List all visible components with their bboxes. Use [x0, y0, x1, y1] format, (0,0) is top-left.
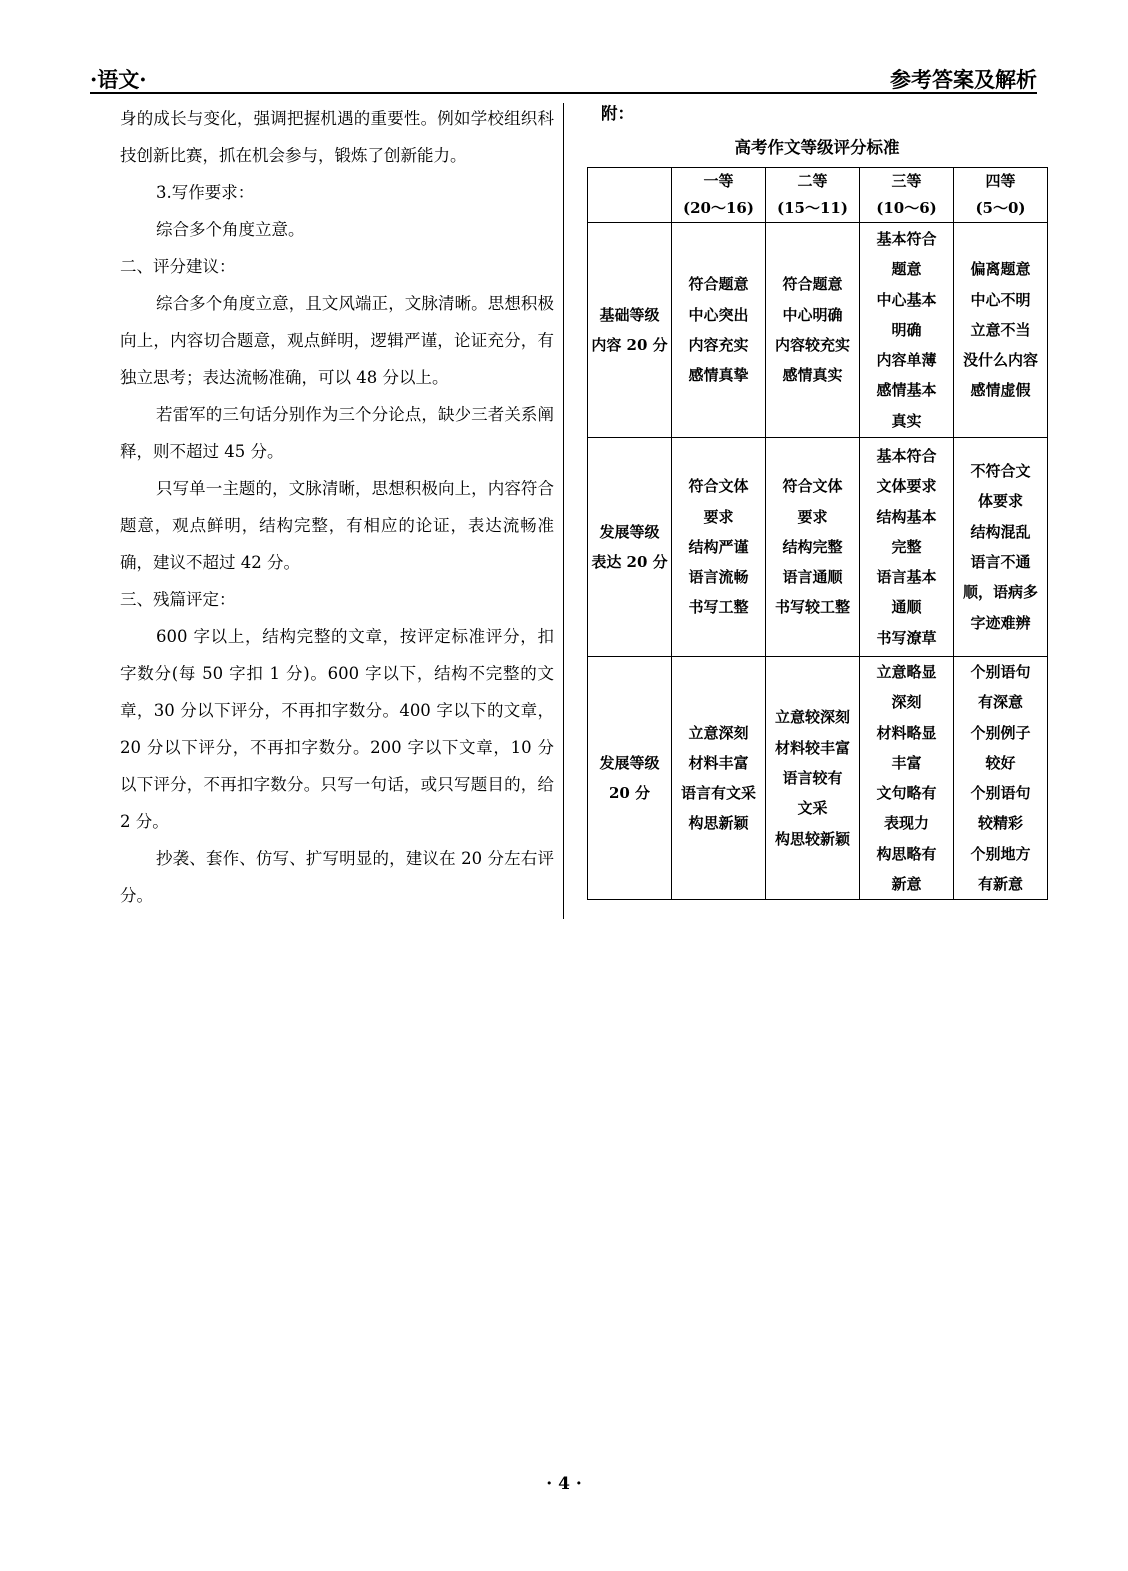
table-header-row — [588, 168, 1048, 223]
cell-line: 字迹难辨 — [970, 613, 1031, 632]
cell-line: 内容 20 分 — [591, 336, 668, 354]
cell-line: 四等 — [985, 172, 1016, 190]
cell-line: 较好 — [985, 753, 1016, 772]
paragraph: 600 字以上，结构完整的文章，按评定标准评分，扣字数分(每 50 字扣 1 分)。600 字以下，结构不完整的文章，30 分以下评分，不再扣字数分。400 字以下的文章，20 分以下评分，不再扣字数分。200 字以下文章，10 分以下评分，不再扣字数分。只写一句话，或只写题目的，给 2 分。 — [120, 627, 554, 831]
cell-line: 构思略有 — [876, 844, 937, 863]
cell-line: 构思较新颖 — [774, 829, 850, 848]
cell-line: 20 分 — [608, 784, 651, 803]
cell-line: 顺，语病多 — [962, 583, 1038, 602]
criteria-cell — [860, 657, 954, 900]
cell-line: 材料较丰富 — [774, 738, 850, 757]
cell-line: 丰富 — [891, 753, 922, 772]
cell-line: 真实 — [891, 411, 922, 430]
cell-line: 语言通顺 — [782, 568, 843, 587]
cell-line: 中心基本 — [876, 290, 937, 309]
section-title: 参考答案及解析 — [890, 67, 1037, 92]
cell-line: 个别地方 — [970, 844, 1031, 863]
criteria-cell — [672, 223, 766, 438]
cell-line: 语言基本 — [876, 568, 937, 587]
cell-line: 符合文体 — [688, 477, 749, 496]
cell-line: 立意略显 — [876, 663, 937, 681]
cell-line: 基本符合 — [876, 229, 937, 248]
criteria-cell — [954, 438, 1048, 657]
cell-line: 材料略显 — [876, 723, 937, 742]
cell-line: 感情基本 — [876, 381, 937, 400]
cell-line: 完整 — [891, 537, 922, 556]
cell-line: 语言较有 — [782, 769, 843, 788]
cell-line: 有深意 — [977, 693, 1023, 712]
cell-line: 基本符合 — [876, 446, 937, 465]
cell-line: 不符合文 — [970, 462, 1031, 481]
cell-line: 材料丰富 — [688, 753, 749, 772]
cell-line: 深刻 — [891, 693, 922, 712]
paragraph: 身的成长与变化，强调把握机遇的重要性。例如学校组织科技创新比赛，抓在机会参与，锻炼了创新能力。 — [120, 109, 554, 165]
cell-line: 中心突出 — [688, 305, 749, 324]
cell-line: 结构完整 — [782, 537, 843, 556]
criteria-cell — [766, 223, 860, 438]
cell-line: 明确 — [891, 320, 922, 339]
cell-line: 文句略有 — [876, 784, 937, 803]
cell-line: 符合题意 — [688, 275, 749, 294]
cell-line: 二等 — [797, 172, 828, 190]
paragraph: 3.写作要求： — [156, 183, 255, 202]
cell-line: (5～0) — [975, 199, 1026, 217]
cell-line: 符合文体 — [782, 477, 843, 496]
cell-line: 中心不明 — [970, 290, 1031, 309]
row-label-cell — [588, 438, 672, 657]
criteria-cell — [672, 438, 766, 657]
cell-line: 内容较充实 — [774, 336, 850, 354]
cell-line: 发展等级 — [599, 753, 660, 772]
cell-line: 语言有文采 — [680, 784, 756, 803]
criteria-cell — [860, 438, 954, 657]
grading-table-body — [588, 168, 1048, 900]
cell-line: 构思新颖 — [688, 814, 749, 833]
cell-line: 题意 — [891, 260, 922, 279]
cell-line: 书写工整 — [688, 598, 749, 617]
criteria-cell — [954, 657, 1048, 900]
cell-line: 个别例子 — [970, 723, 1031, 742]
cell-line: 要求 — [797, 507, 828, 526]
cell-line: 感情真实 — [782, 366, 843, 385]
grade-header-cell — [672, 168, 766, 223]
cell-line: 通顺 — [891, 598, 922, 617]
cell-line: 语言流畅 — [688, 568, 749, 587]
paragraph: 若雷军的三句话分别作为三个分论点，缺少三者关系阐释，则不超过 45 分。 — [120, 405, 554, 461]
cell-line: (20～16) — [683, 199, 754, 217]
cell-line: 一等 — [703, 172, 734, 190]
cell-line: 立意较深刻 — [774, 708, 850, 727]
section-heading: 二、评分建议： — [120, 257, 236, 276]
grading-table — [587, 167, 1048, 900]
column-divider — [563, 103, 564, 919]
cell-line: 立意深刻 — [688, 723, 749, 742]
cell-line: 内容单薄 — [876, 351, 937, 370]
cell-line: 个别语句 — [970, 663, 1031, 681]
table-row — [588, 438, 1048, 657]
cell-line: 感情真挚 — [688, 366, 749, 385]
cell-line: 立意不当 — [970, 320, 1031, 339]
cell-line: 结构严谨 — [688, 537, 749, 556]
cell-line: 结构混乱 — [970, 522, 1031, 541]
cell-line: (10～6) — [876, 199, 937, 217]
cell-line: 文采 — [797, 799, 828, 818]
attachment-label: 附： — [601, 104, 634, 123]
criteria-cell — [672, 657, 766, 900]
grade-header-cell — [766, 168, 860, 223]
paragraph: 综合多个角度立意，且文风端正，文脉清晰。思想积极向上，内容切合题意，观点鲜明，逻辑严谨，论证充分，有独立思考；表达流畅准确，可以 48 分以上。 — [120, 294, 554, 387]
cell-line: 较精彩 — [977, 814, 1023, 833]
cell-line: (15～11) — [777, 199, 848, 217]
left-column — [120, 100, 554, 914]
grade-header-cell — [954, 168, 1048, 223]
criteria-cell — [766, 657, 860, 900]
cell-line: 结构基本 — [876, 507, 937, 526]
cell-line: 要求 — [703, 507, 734, 526]
cell-line: 符合题意 — [782, 275, 843, 294]
section-heading: 三、残篇评定： — [120, 590, 236, 609]
criteria-cell — [860, 223, 954, 438]
cell-line: 有新意 — [977, 875, 1023, 894]
cell-line: 内容充实 — [688, 336, 749, 354]
page-header — [90, 62, 1037, 94]
cell-line: 表现力 — [883, 814, 929, 833]
paragraph: 综合多个角度立意。 — [156, 220, 305, 239]
grade-header-cell — [860, 168, 954, 223]
table-title: 高考作文等级评分标准 — [734, 138, 900, 157]
cell-line: 没什么内容 — [962, 351, 1038, 370]
cell-line: 新意 — [891, 875, 922, 894]
page-number: · 4 · — [546, 1474, 582, 1494]
cell-line: 基础等级 — [599, 305, 660, 324]
cell-line: 三等 — [891, 172, 922, 190]
row-label-cell — [588, 223, 672, 438]
cell-line: 书写较工整 — [774, 598, 850, 617]
cell-line: 个别语句 — [970, 784, 1031, 803]
table-row — [588, 223, 1048, 438]
table-row — [588, 657, 1048, 900]
cell-line: 书写潦草 — [876, 628, 937, 647]
paragraph: 抄袭、套作、仿写、扩写明显的，建议在 20 分左右评分。 — [120, 849, 554, 905]
paragraph: 只写单一主题的，文脉清晰，思想积极向上，内容符合题意，观点鲜明，结构完整，有相应的论证，表达流畅准确，建议不超过 42 分。 — [120, 479, 554, 572]
cell-line: 表达 20 分 — [591, 553, 668, 571]
cell-line: 发展等级 — [599, 522, 660, 541]
cell-line: 感情虚假 — [970, 381, 1031, 400]
cell-line: 体要求 — [977, 492, 1023, 511]
cell-line: 语言不通 — [970, 553, 1031, 571]
cell-line: 中心明确 — [782, 305, 843, 324]
subject-label: ·语文· — [90, 67, 147, 92]
criteria-cell — [766, 438, 860, 657]
corner-cell — [588, 168, 672, 223]
cell-line: 偏离题意 — [970, 260, 1031, 279]
row-label-cell — [588, 657, 672, 900]
right-column — [587, 100, 1047, 900]
criteria-cell — [954, 223, 1048, 438]
cell-line: 文体要求 — [876, 477, 937, 496]
